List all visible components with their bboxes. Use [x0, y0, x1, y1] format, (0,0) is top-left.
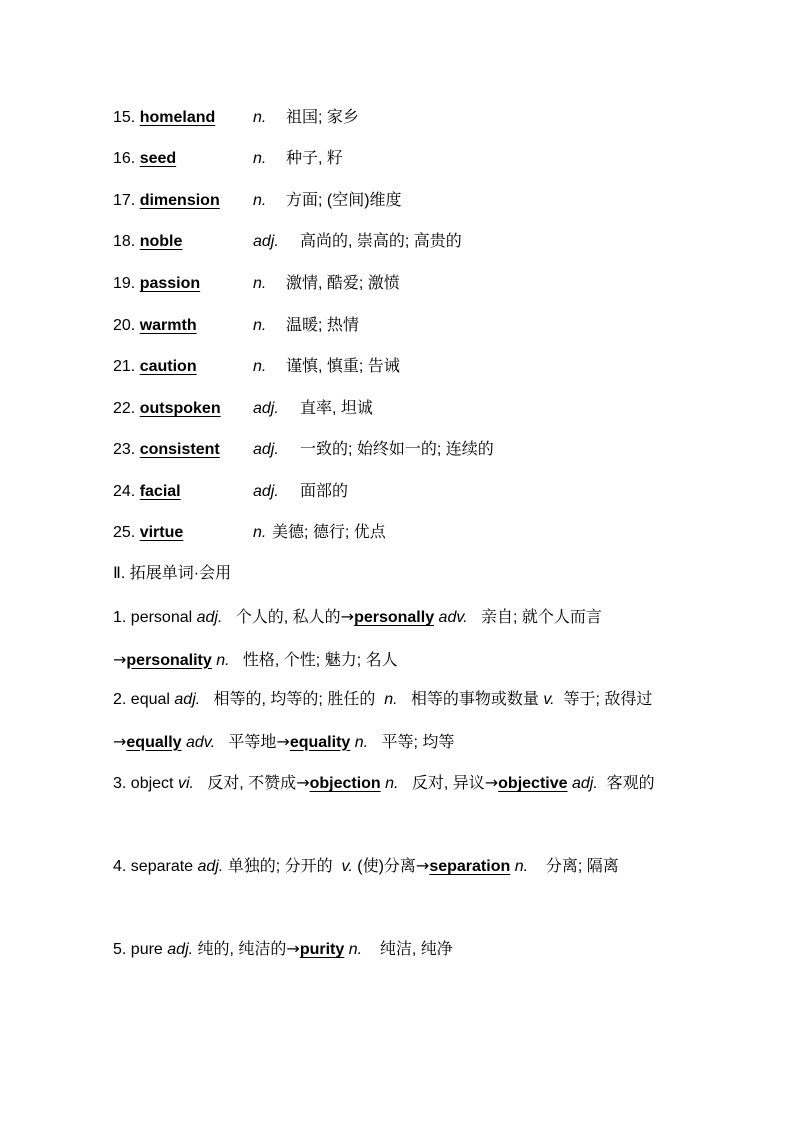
answer-word: purity — [299, 941, 345, 958]
headword: 1. personal — [113, 609, 197, 626]
meaning: (使)分离 — [352, 858, 416, 875]
meaning: 平等; 均等 — [381, 733, 455, 751]
pos-label: adv. — [186, 733, 216, 751]
vocab-meaning: 高尚的, 崇高的; 高贵的 — [300, 233, 462, 250]
meaning: 相等的事物或数量 — [410, 691, 544, 708]
meaning: 反对, 异议 — [411, 775, 485, 792]
vocab-pos: adj. — [253, 483, 279, 500]
vocab-number: 15. — [113, 109, 136, 126]
meaning: 纯洁, 纯净 — [379, 941, 453, 958]
vocab-number: 24. — [113, 483, 136, 500]
vocab-meaning: 温暖; 热情 — [286, 317, 359, 334]
vocab-word: homeland — [139, 109, 216, 126]
arrow-icon: → — [276, 731, 290, 751]
vocab-pos: n. — [253, 275, 267, 292]
arrow-icon: → — [286, 939, 300, 958]
meaning: 单独的; 分开的 — [223, 858, 338, 875]
vocab-row — [113, 148, 343, 170]
vocab-meaning: 方面; (空间)维度 — [286, 192, 402, 209]
vocab-word: warmth — [139, 317, 197, 334]
vocab-meaning: 一致的; 始终如一的; 连续的 — [300, 441, 494, 458]
vocab-pos: adj. — [253, 400, 279, 417]
vocab-row — [113, 356, 400, 378]
vocab-word: consistent — [139, 441, 220, 458]
pos-label: adj. — [197, 858, 224, 875]
meaning: 反对, 不赞成 — [207, 775, 297, 792]
vocab-pos: n. — [253, 109, 267, 126]
expand-item-4 — [113, 845, 693, 888]
vocab-row — [113, 439, 494, 461]
meaning: 相等的, 均等的; 胜任的 — [213, 691, 380, 708]
pos-label: n. — [348, 941, 363, 958]
answer-word: personally — [354, 609, 435, 626]
arrow-icon: → — [296, 773, 310, 792]
vocab-number: 17. — [113, 192, 136, 209]
arrow-icon: → — [340, 607, 355, 626]
vocab-pos: adj. — [253, 441, 279, 458]
vocab-pos: n. — [253, 150, 267, 167]
arrow-icon: → — [113, 649, 127, 669]
vocab-meaning: 激情, 酷爱; 激愤 — [286, 275, 400, 292]
headword: 5. pure — [113, 941, 168, 958]
answer-word: objective — [498, 775, 568, 792]
section-heading: Ⅱ. 拓展单词·会用 — [113, 565, 232, 582]
meaning: 平等地 — [228, 733, 277, 751]
vocab-meaning: 面部的 — [300, 483, 349, 500]
pos-label: vi. — [177, 775, 194, 792]
pos-label: n. — [514, 858, 529, 875]
expand-item-2 — [113, 679, 693, 763]
meaning: 客观的 — [606, 775, 655, 792]
vocab-row — [113, 522, 386, 544]
meaning: 亲自; 就个人而言 — [480, 609, 602, 626]
expand-item-5 — [113, 928, 693, 971]
vocab-meaning: 直率, 坦诚 — [300, 400, 373, 417]
vocab-pos: n. — [253, 192, 267, 209]
expand-item-3 — [113, 762, 693, 805]
pos-label: n. — [384, 691, 398, 708]
vocab-pos: n. — [253, 317, 267, 334]
vocab-number: 20. — [113, 317, 136, 334]
vocab-word: virtue — [139, 524, 184, 541]
vocab-number: 25. — [113, 524, 136, 541]
vocab-row — [113, 190, 402, 212]
meaning: 分离; 隔离 — [545, 858, 619, 875]
pos-label: adv. — [438, 609, 468, 626]
answer-word: equality — [289, 733, 351, 751]
meaning: 个人的, 私人的 — [235, 609, 341, 626]
answer-word: objection — [309, 775, 381, 792]
vocab-meaning: 种子, 籽 — [286, 150, 343, 167]
meaning: 等于; 敌得过 — [563, 691, 653, 708]
pos-label: adj. — [571, 775, 598, 792]
meaning: 性格, 个性; 魅力; 名人 — [242, 651, 398, 669]
headword: 4. separate — [113, 858, 198, 875]
pos-label: n. — [216, 651, 230, 669]
pos-label: adj. — [196, 609, 223, 626]
headword: 2. equal — [113, 691, 175, 708]
vocab-meaning: 美德; 德行; 优点 — [272, 524, 386, 541]
expand-item-1 — [113, 596, 693, 681]
vocab-number: 18. — [113, 233, 136, 250]
vocab-word: seed — [139, 150, 177, 167]
vocab-word: caution — [139, 358, 197, 375]
pos-label: n. — [385, 775, 399, 792]
meaning: 纯的, 纯洁的 — [193, 941, 287, 958]
vocab-row — [113, 481, 349, 503]
answer-word: personality — [126, 651, 212, 669]
vocab-word: outspoken — [139, 400, 221, 417]
vocab-row — [113, 231, 462, 253]
vocab-word: facial — [139, 483, 181, 500]
arrow-icon: → — [415, 856, 430, 875]
answer-word: equally — [126, 733, 182, 751]
vocab-pos: n. — [253, 358, 267, 375]
vocab-row — [113, 398, 373, 420]
pos-label: v. — [341, 858, 353, 875]
vocab-row — [113, 107, 359, 129]
pos-label: v. — [543, 691, 555, 708]
vocab-word: dimension — [139, 192, 220, 209]
vocab-number: 22. — [113, 400, 136, 417]
vocab-word: passion — [139, 275, 201, 292]
arrow-icon: → — [113, 731, 127, 751]
vocab-row — [113, 273, 400, 295]
vocab-meaning: 谨慎, 慎重; 告诫 — [286, 358, 400, 375]
vocab-number: 21. — [113, 358, 136, 375]
vocab-row — [113, 315, 359, 337]
vocab-word: noble — [139, 233, 183, 250]
vocab-pos: n. — [253, 524, 267, 541]
pos-label: adj. — [174, 691, 201, 708]
vocab-meaning: 祖国; 家乡 — [286, 109, 359, 126]
headword: 3. object — [113, 775, 178, 792]
vocab-number: 23. — [113, 441, 136, 458]
answer-word: separation — [429, 858, 511, 875]
vocab-pos: adj. — [253, 233, 279, 250]
vocab-number: 16. — [113, 150, 136, 167]
arrow-icon: → — [484, 773, 499, 792]
pos-label: n. — [354, 733, 369, 751]
vocab-number: 19. — [113, 275, 136, 292]
pos-label: adj. — [167, 941, 194, 958]
